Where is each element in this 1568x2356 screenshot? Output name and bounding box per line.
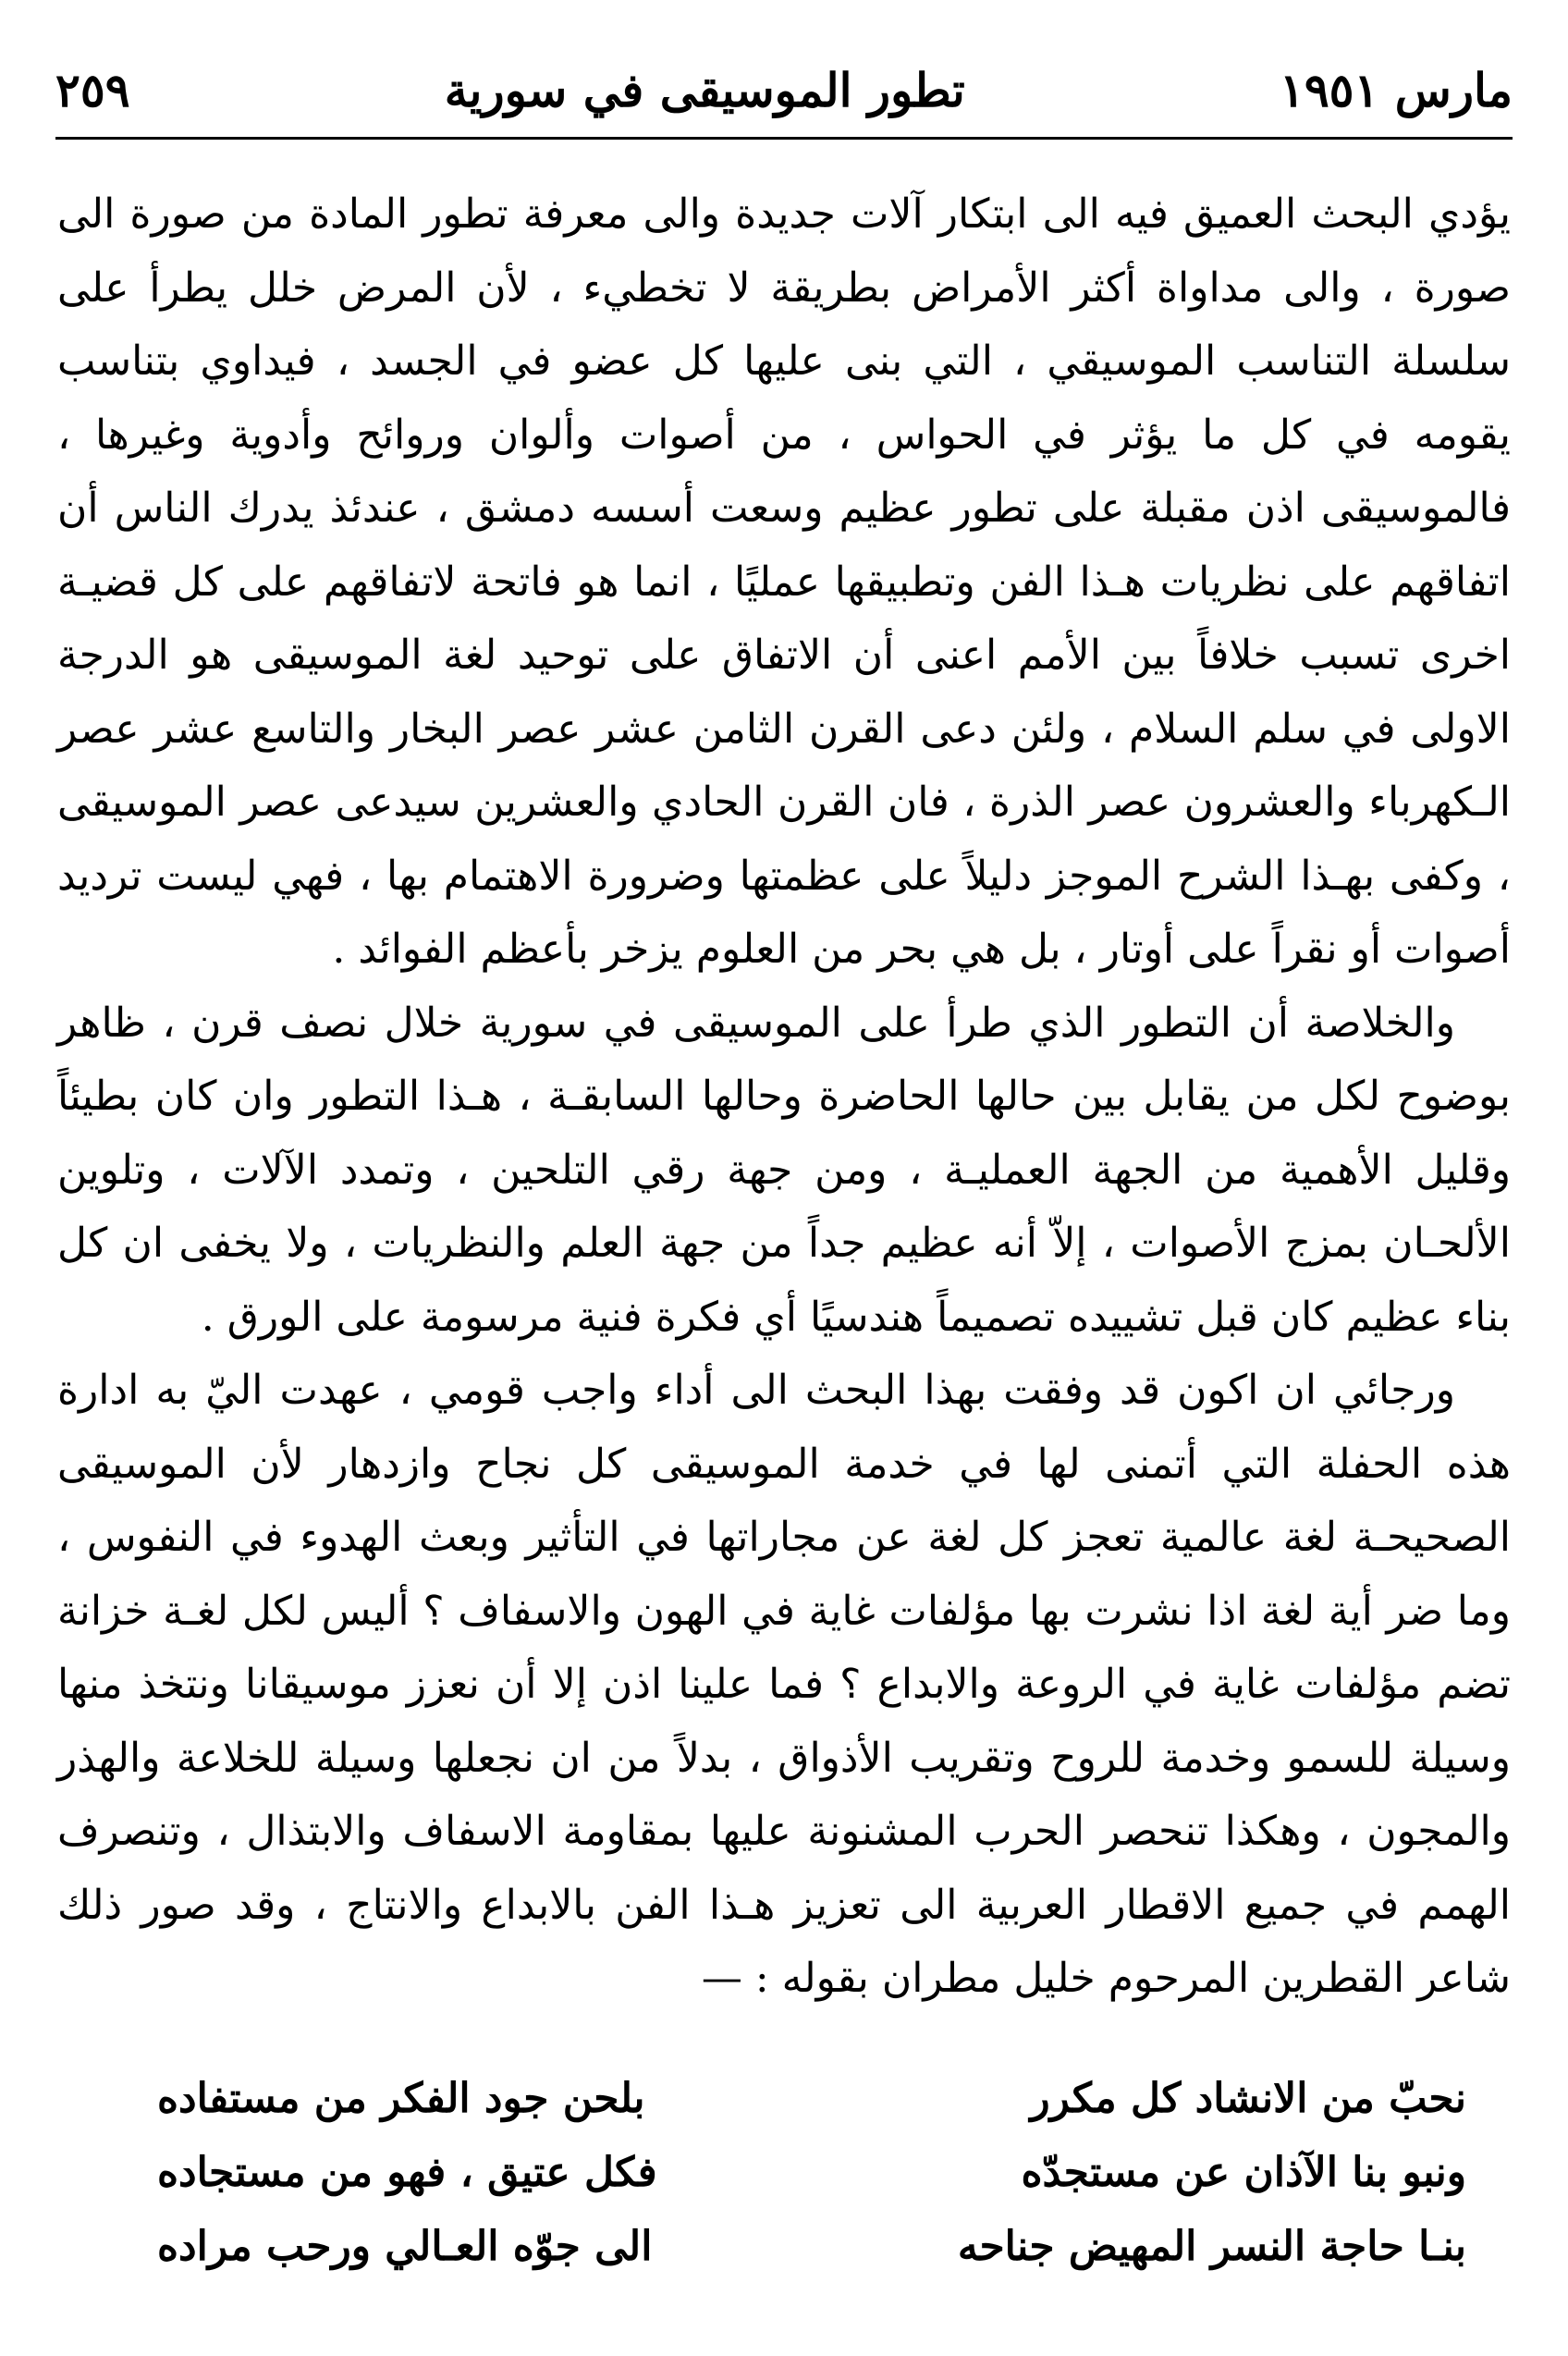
poem-verse: [157, 2136, 1466, 2210]
poem-hemistich-first: ونبو بنا الآذان عن مستجدّه: [1021, 2149, 1466, 2196]
poem-verse: [157, 2210, 1466, 2284]
poem-verse: [157, 2062, 1466, 2136]
article-body: [57, 178, 1511, 2016]
poem-hemistich-second: فكل عتيق ، فهو من مستجاده: [157, 2149, 657, 2196]
paragraph-3: ورجائي ان اكون قد وفقت بهذا البحث الى أداء واجب قومي ، عهدت اليّ به ادارة هذه الحفلة التي أتمنى لها في خدمة الموسيقى كل نجاح وازدهار لأن الموسيقى الصحيحـة لغة عالمية تعجز كل لغة عن مجاراتها في التأثير وبعث الهدوء في النفوس ، وما ضر أية لغة اذا نشرت بها مؤلفات غاية في الهون والاسفاف ؟ أليس لكل لغـة خزانة تضم مؤلفات غاية في الروعة والابداع ؟ فما علينا اذن إلا أن نعزز موسيقانا ونتخذ منها وسيلة للسمو وخدمة للروح وتقريب الأذواق ، بدلاً من ان نجعلها وسيلة للخلاعة والهذر والمجون ، وهكذا تنحصر الحرب المشنونة عليها بمقاومة الاسفاف والابتذال ، وتنصرف الهمم في جميع الاقطار العربية الى تعزيز هـذا الفن بالابداع والانتاج ، وقد صور ذلك شاعر القطرين المرحوم خليل مطران بقوله : —: [57, 1367, 1511, 2002]
poem-hemistich-second: بلحن جود الفكر من مستفاده: [157, 2075, 645, 2122]
poem-hemistich-first: نحبّ من الانشاد كل مكرر: [1030, 2075, 1466, 2122]
page-header: [55, 57, 1513, 122]
header-title: تطور الموسيقى في سورية: [444, 62, 965, 117]
paragraph-1: يؤدي البحث العميق فيه الى ابتكار آلات جديدة والى معرفة تطور المادة من صورة الى صورة ، والى مداواة أكثر الأمراض بطريقة لا تخطيء ، لأن المرض خلل يطرأ على سلسلة التناسب الموسيقي ، التي بنى عليها كل عضو في الجسد ، فيداوي بتناسب يقومه في كل ما يؤثر في الحواس ، من أصوات وألوان وروائح وأدوية وغيرها ، فالموسيقى اذن مقبلة على تطور عظيم وسعت أسسه دمشق ، عندئذ يدرك الناس أن اتفاقهم على نظريات هـذا الفن وتطبيقها عمليًا ، انما هو فاتحة لاتفاقهم على كل قضيـة اخرى تسبب خلافاً بين الأمم اعنى أن الاتفاق على توحيد لغة الموسيقى هو الدرجة الاولى في سلم السلام ، ولئن دعى القرن الثامن عشر عصر البخار والتاسع عشر عصر الـكهرباء والعشرون عصر الذرة ، فان القرن الحادي والعشرين سيدعى عصر الموسيقى ، وكفى بهـذا الشرح الموجز دليلاً على عظمتها وضرورة الاهتمام بها ، فهي ليست ترديد أصوات أو نقراً على أوتار ، بل هي بحر من العلوم يزخر بأعظم الفوائد .: [57, 190, 1512, 973]
poem: [157, 2062, 1466, 2284]
header-date: مارس ١٩٥١: [1279, 62, 1513, 117]
paragraph-2: والخلاصة أن التطور الذي طرأ على الموسيقى في سورية خلال نصف قرن ، ظاهر بوضوح لكل من يقابل بين حالها الحاضرة وحالها السابقـة ، هـذا التطور وان كان بطيئاً وقليل الأهمية من الجهة العمليـة ، ومن جهة رقي التلحين ، وتمدد الآلات ، وتلوين الألحـان بمزج الأصوات ، إلاّ أنه عظيم جداً من جهة العلم والنظريات ، ولا يخفى ان كل بناء عظيم كان قبل تشييده تصميماً هندسيًا أي فكرة فنية مرسومة على الورق .: [57, 999, 1511, 1341]
poem-hemistich-first: بنـا حاجة النسر المهيض جناحه: [957, 2223, 1466, 2270]
header-rule: [55, 137, 1513, 140]
page-number: ٢٥٩: [55, 62, 130, 117]
poem-hemistich-second: الى جوّه العـالي ورحب مراده: [157, 2223, 653, 2270]
